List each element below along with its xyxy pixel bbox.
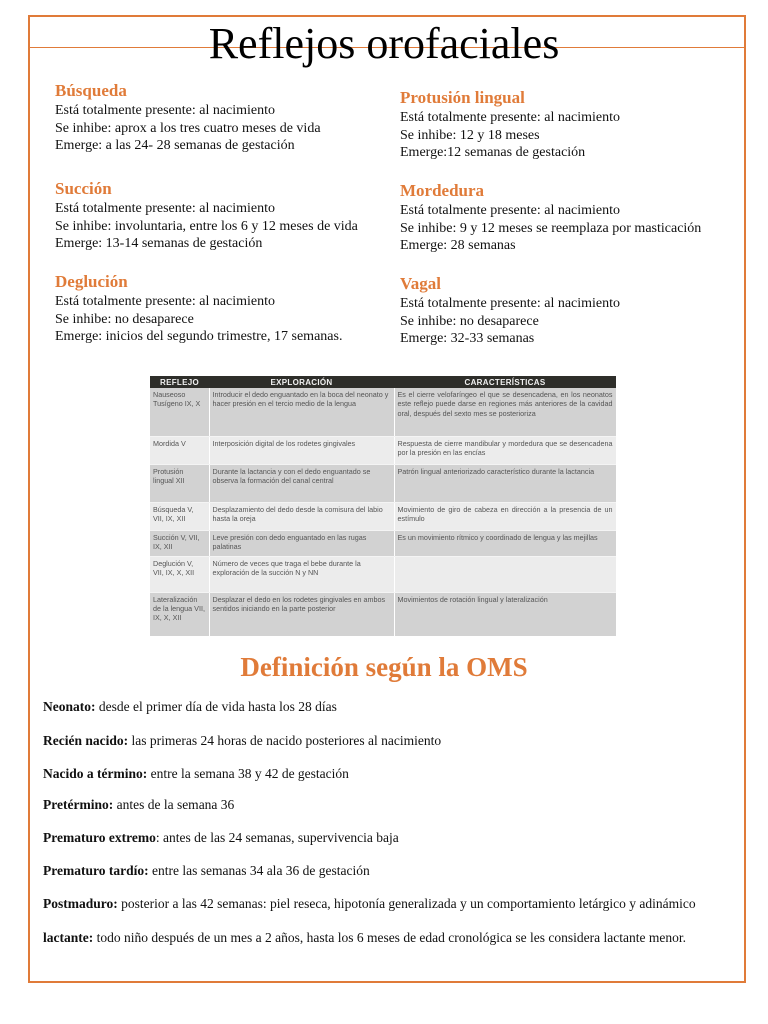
definition-text: las primeras 24 horas de nacido posteriores al nacimiento	[128, 733, 442, 748]
reflex-line: Se inhibe: no desaparece	[400, 313, 539, 329]
reflex-line: Se inhibe: aprox a los tres cuatro meses de vida	[55, 120, 321, 136]
reflex-line: Está totalmente presente: al nacimiento	[400, 296, 621, 311]
definition-text: antes de la semana 36	[113, 797, 235, 812]
definition-lactante	[43, 929, 686, 946]
reflex-line: Emerge: 28 semanas	[400, 238, 516, 253]
table-row	[150, 436, 616, 464]
reflex-table	[150, 376, 616, 636]
reflex-line: Se inhibe: 9 y 12 meses se reemplaza por masticación	[400, 220, 702, 236]
table-cell-reflex: Protusión lingual XII	[150, 464, 209, 502]
table-row	[150, 388, 616, 436]
reflex-busqueda	[55, 80, 321, 155]
definition-term: lactante:	[43, 930, 94, 945]
reflex-line: Está totalmente presente: al nacimiento	[55, 103, 276, 118]
reflex-heading: Deglución	[55, 272, 128, 291]
table-row	[150, 502, 616, 530]
page-title: Reflejos orofaciales	[208, 19, 560, 68]
table-cell-characteristics: Patrón lingual anteriorizado característico durante la lactancia	[394, 464, 616, 502]
definition-prematuro-tardio	[43, 862, 370, 879]
table-row	[150, 556, 616, 592]
oms-section-title: Definición según la OMS	[240, 652, 528, 682]
definition-term: Pretérmino:	[43, 797, 114, 812]
reflex-line: Está totalmente presente: al nacimiento	[400, 203, 621, 218]
reflex-table-image	[150, 376, 616, 636]
reflex-heading: Búsqueda	[55, 81, 127, 100]
table-row	[150, 464, 616, 502]
table-cell-exploration: Introducir el dedo enguantado en la boca del neonato y hacer presión en el tercio medio de la lengua	[209, 388, 394, 436]
reflex-vagal	[400, 273, 620, 348]
definition-term: Recién nacido:	[43, 733, 129, 748]
table-cell-exploration: Durante la lactancia y con el dedo enguantado se observa la formación del canal central	[209, 464, 394, 502]
table-header-cell: EXPLORACIÓN	[209, 376, 394, 388]
reflex-line: Se inhibe: 12 y 18 meses	[400, 127, 540, 143]
table-header-cell: CARACTERÍSTICAS	[394, 376, 616, 388]
table-cell-characteristics: Respuesta de cierre mandibular y mordedura que se desencadena por la presión en las encías	[394, 436, 616, 464]
definition-term: Nacido a término:	[43, 766, 148, 781]
table-cell-characteristics: Es un movimiento rítmico y coordinado de lengua y las mejillas	[394, 530, 616, 556]
definition-postmaduro	[43, 895, 696, 912]
definition-pretermino	[43, 796, 234, 813]
table-cell-exploration: Número de veces que traga el bebe durante la exploración de la succión N y NN	[209, 556, 394, 592]
table-header-row	[150, 376, 616, 388]
table-cell-reflex: Lateralización de la lengua VII, IX, X, XII	[150, 592, 209, 636]
table-row	[150, 530, 616, 556]
reflex-line: Está totalmente presente: al nacimiento	[55, 294, 276, 309]
definition-text: desde el primer día de vida hasta los 28 días	[95, 699, 337, 714]
definition-text: posterior a las 42 semanas: piel reseca, hipotonía generalizada y un comportamiento letárgico y adinámico	[117, 896, 696, 911]
table-cell-exploration: Interposición digital de los rodetes gingivales	[209, 436, 394, 464]
reflex-heading: Succión	[55, 179, 112, 198]
reflex-mordedura	[400, 180, 701, 255]
table-cell-reflex: Mordida V	[150, 436, 209, 464]
definition-term: Prematuro extremo	[43, 830, 156, 845]
definition-text: todo niño después de un mes a 2 años, hasta los 6 meses de edad cronológica se les considera lactante menor.	[93, 930, 686, 945]
table-cell-exploration: Desplazamiento del dedo desde la comisura del labio hasta la oreja	[209, 502, 394, 530]
table-cell-reflex: Succión V, VII, IX, XII	[150, 530, 209, 556]
table-header-cell: REFLEJO	[150, 376, 209, 388]
reflex-line: Está totalmente presente: al nacimiento	[400, 110, 621, 125]
definition-recien-nacido	[43, 732, 441, 749]
definition-neonato	[43, 698, 337, 715]
definition-term: Prematuro tardío:	[43, 863, 149, 878]
reflex-protusion-lingual	[400, 87, 620, 162]
definition-term: Postmaduro:	[43, 896, 118, 911]
reflex-heading: Protusión lingual	[400, 88, 525, 107]
definition-prematuro-extremo	[43, 829, 399, 846]
reflex-line: Emerge:12 semanas de gestación	[400, 145, 586, 160]
table-cell-reflex: Deglución V, VII, IX, X, XII	[150, 556, 209, 592]
reflex-line: Emerge: 32-33 semanas	[400, 331, 535, 346]
reflex-line: Emerge: 13-14 semanas de gestación	[55, 236, 263, 251]
table-cell-exploration: Desplazar el dedo en los rodetes gingivales en ambos sentidos iniciando en la parte posterior	[209, 592, 394, 636]
reflex-line: Emerge: inicios del segundo trimestre, 17 semanas.	[55, 329, 343, 344]
definition-term: Neonato:	[43, 699, 96, 714]
table-row	[150, 592, 616, 636]
table-cell-characteristics	[394, 556, 616, 592]
reflex-line: Se inhibe: no desaparece	[55, 311, 194, 327]
table-cell-characteristics: Movimiento de giro de cabeza en dirección a la presencia de un estímulo	[394, 502, 616, 530]
table-cell-reflex: Búsqueda V, VII, IX, XII	[150, 502, 209, 530]
table-cell-reflex: Nauseoso Tusígeno IX, X	[150, 388, 209, 436]
reflex-line: Está totalmente presente: al nacimiento	[55, 201, 276, 216]
table-cell-exploration: Leve presión con dedo enguantado en las rugas palatinas	[209, 530, 394, 556]
definition-text: entre la semana 38 y 42 de gestación	[147, 766, 349, 781]
table-cell-characteristics: Es el cierre velofaríngeo el que se desencadena, en los neonatos este reflejo puede darse en regiones más anteriores de la cavidad oral, después del sexto mes se posterioriza	[394, 388, 616, 436]
definition-text: : antes de las 24 semanas, supervivencia baja	[155, 830, 399, 845]
reflex-line: Emerge: a las 24- 28 semanas de gestación	[55, 138, 295, 153]
reflex-heading: Mordedura	[400, 181, 485, 200]
definition-text: entre las semanas 34 ala 36 de gestación	[148, 863, 370, 878]
table-cell-characteristics: Movimientos de rotación lingual y lateralización	[394, 592, 616, 636]
reflex-heading: Vagal	[400, 274, 441, 293]
reflex-deglucion	[55, 271, 342, 346]
definition-nacido-a-termino	[43, 765, 349, 782]
reflex-succion	[55, 178, 358, 253]
reflex-line: Se inhibe: involuntaria, entre los 6 y 12 meses de vida	[55, 218, 358, 234]
